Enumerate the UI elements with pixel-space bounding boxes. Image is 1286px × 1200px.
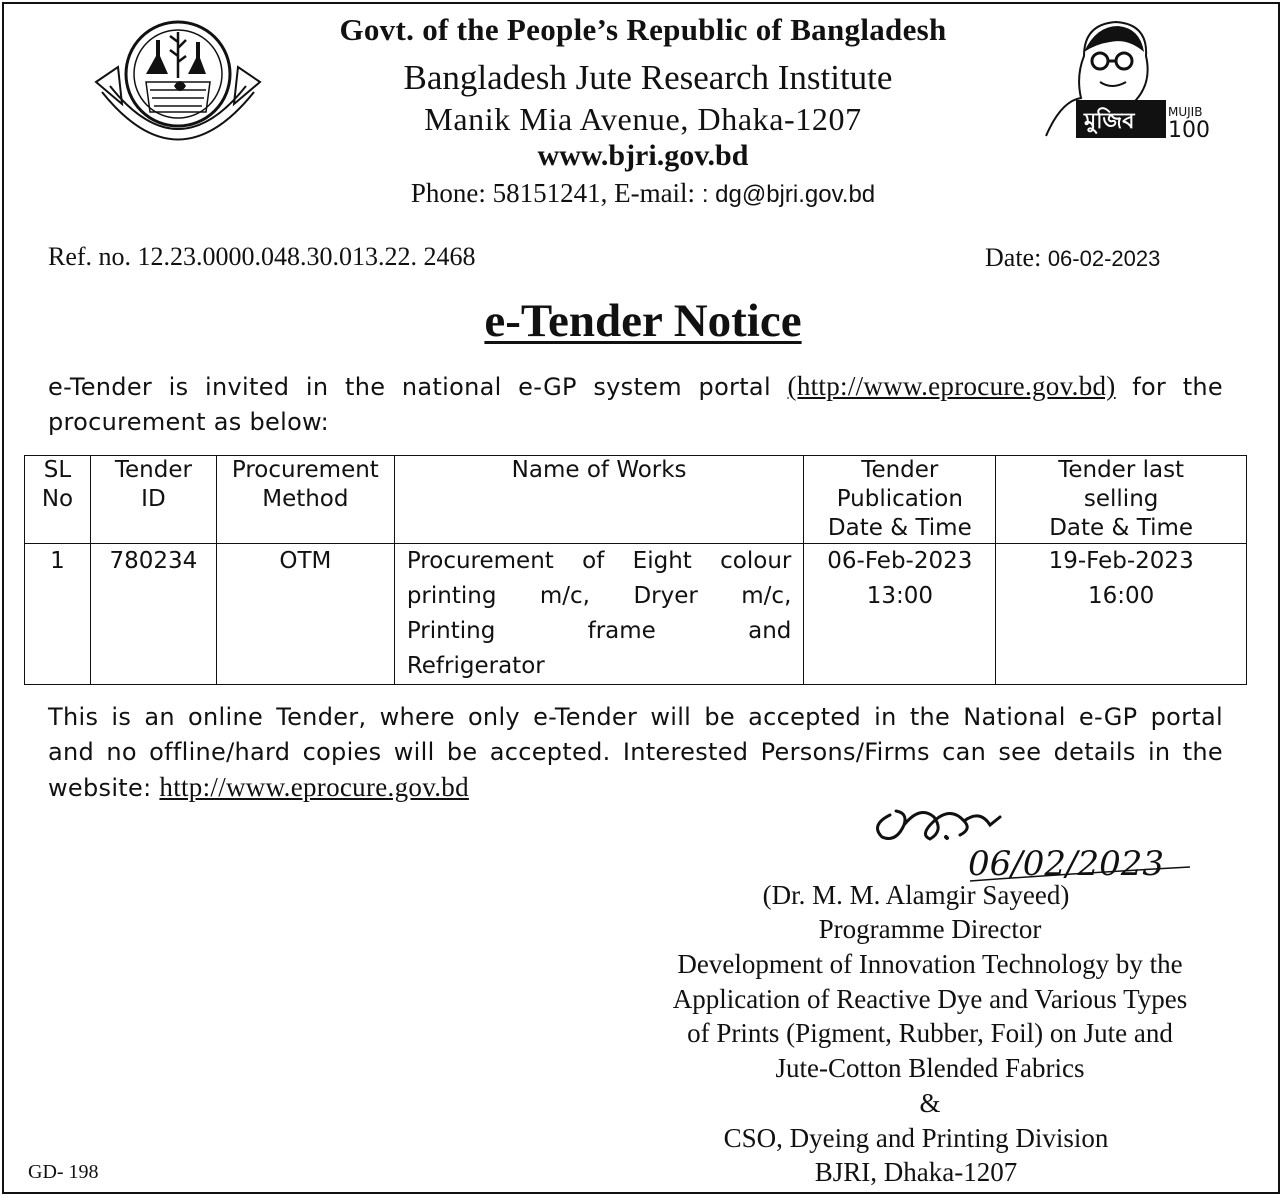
notice-date [985, 243, 1160, 273]
phone-text: Phone: 58151241, E-mail: [410, 178, 702, 208]
table-header-row [25, 456, 1247, 544]
footer-code: GD- 198 [28, 1161, 99, 1183]
eprocure-link[interactable]: (http://www.eprocure.gov.bd) [787, 371, 1116, 401]
intro-paragraph [48, 369, 1223, 440]
organization: BJRI, Dhaka-1207 [814, 1157, 1018, 1187]
notice-line-3 [48, 774, 469, 802]
works-line: Printing frame and [406, 618, 792, 644]
notice-title [0, 294, 1286, 348]
intro-text: e-Tender is invited in the national e-GP system portal [48, 373, 788, 401]
tender-table [24, 455, 1247, 685]
cell-works [394, 544, 804, 685]
institute-address: Manik Mia Avenue, Dhaka-1207 [424, 101, 862, 137]
contact-line [0, 178, 1286, 209]
cell-method: OTM [216, 544, 394, 685]
email-address[interactable]: : dg@bjri.gov.bd [701, 181, 876, 208]
cell-sl: 1 [25, 544, 91, 685]
intro-line-2: procurement as below: [48, 408, 330, 436]
col-header-publication: Tender Publication Date & Time [804, 456, 996, 544]
website-url[interactable]: www.bjri.gov.bd [537, 139, 749, 172]
svg-text:MUJIB: MUJIB [1168, 105, 1203, 119]
notice-title-text: e-Tender Notice [484, 295, 802, 347]
col-header-last-selling: Tender last selling Date & Time [996, 456, 1247, 544]
project-line-4: Jute-Cotton Blended Fabrics [775, 1053, 1085, 1083]
project-line-3: of Prints (Pigment, Rubber, Foil) on Jute and [687, 1018, 1173, 1048]
govt-title: Govt. of the People’s Republic of Bangladesh [339, 12, 947, 47]
signer-title: Programme Director [818, 914, 1042, 944]
col-header-method: Procurement Method [216, 456, 394, 544]
col-header-works: Name of Works [394, 456, 804, 544]
col-header-tender-id: Tender ID [90, 456, 216, 544]
reference-number: Ref. no. 12.23.0000.048.30.013.22. 2468 [48, 242, 476, 271]
cell-tender-id: 780234 [90, 544, 216, 685]
cell-publication: 06-Feb-2023 13:00 [804, 544, 996, 685]
intro-text-end: for the [1115, 373, 1224, 401]
project-line-1: Development of Innovation Technology by the [677, 949, 1183, 979]
notice-paragraph [48, 700, 1223, 806]
notice-line-2: and no offline/hard copies will be accepted. Interested Persons/Firms can see details in the [48, 738, 1223, 766]
website-label: website: [48, 774, 160, 802]
table-row [25, 544, 1247, 685]
svg-text:মুজিব: মুজিব [1084, 109, 1135, 134]
notice-line-1: This is an online Tender, where only e-Tender will be accepted in the National e-GP portal [48, 703, 1223, 731]
cell-last-selling: 19-Feb-2023 16:00 [996, 544, 1247, 685]
works-line: Procurement of Eight colour [406, 548, 792, 574]
ampersand: & [919, 1088, 941, 1118]
works-line: Refrigerator [406, 653, 545, 679]
intro-line-1 [48, 369, 1223, 405]
col-header-sl: SL No [25, 456, 91, 544]
date-label: Date: [985, 243, 1048, 272]
date-value: 06-02-2023 [1047, 246, 1161, 271]
handwritten-signature-icon [860, 795, 1220, 890]
svg-text:100: 100 [1168, 118, 1210, 141]
signature-date: 06/02/2023 [968, 844, 1164, 884]
project-line-2: Application of Reactive Dye and Various Types [672, 984, 1188, 1014]
institute-name: Bangladesh Jute Research Institute [403, 58, 893, 97]
works-line: printing m/c, Dryer m/c, [406, 583, 792, 609]
division-name: CSO, Dyeing and Printing Division [723, 1123, 1109, 1153]
eprocure-website-link[interactable]: http://www.eprocure.gov.bd [159, 772, 469, 802]
signer-name: (Dr. M. M. Alamgir Sayeed) [762, 880, 1070, 910]
